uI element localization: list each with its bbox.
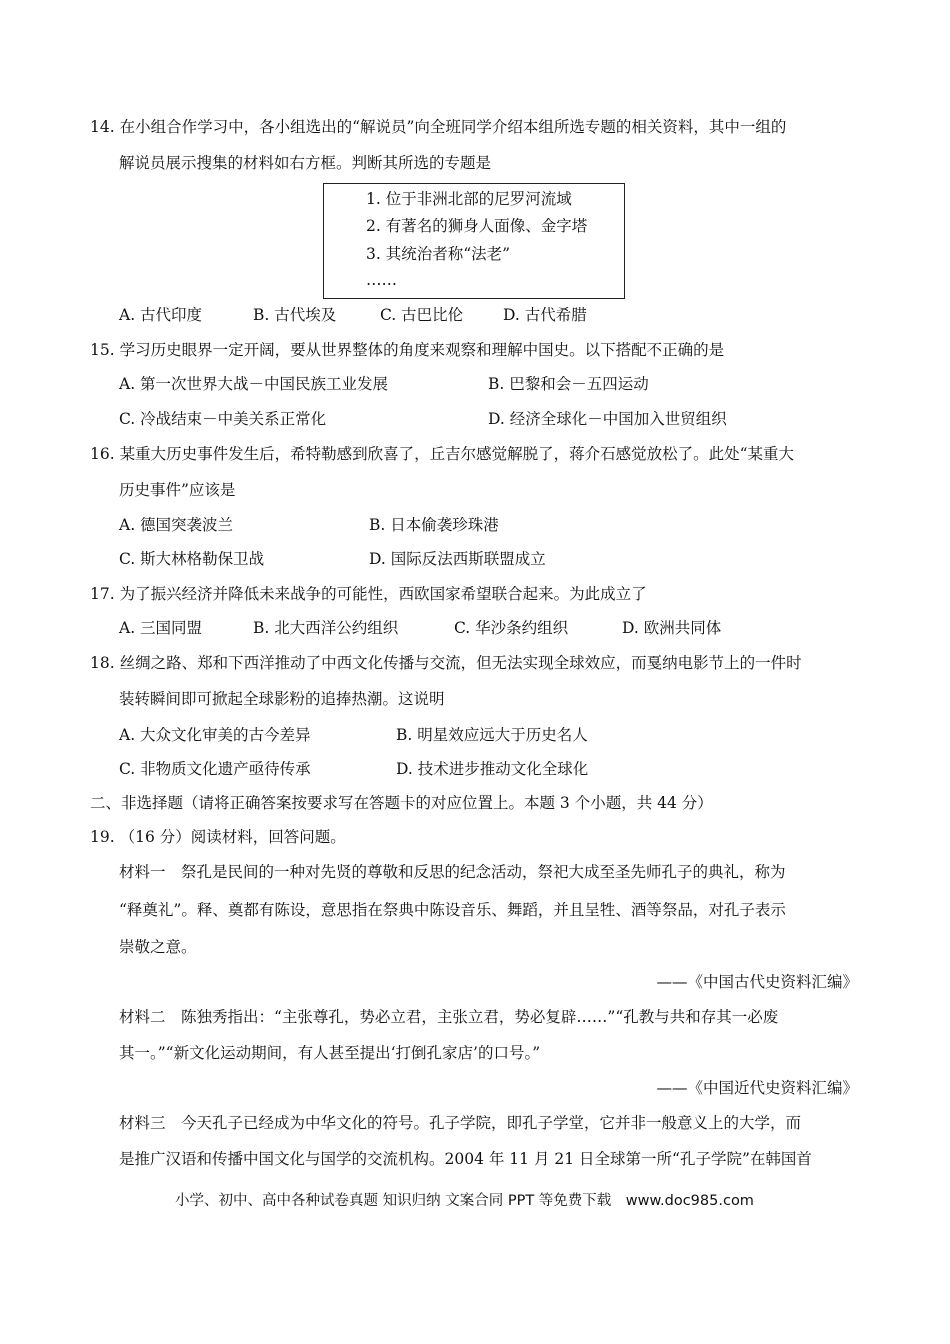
- section-2-heading: 二、非选择题（请将正确答案按要求写在答题卡的对应位置上。本题 3 个小题，共 44 分）: [90, 794, 713, 812]
- q19-material2-line1: 材料二 陈独秀指出：“主张尊孔，势必立君，主张立君，势必复辟……”“孔教与共和存其一必废: [119, 1008, 779, 1026]
- page-footer: 小学、初中、高中各种试卷真题 知识归纳 文案合同 PPT 等免费下载 www.doc985.com: [175, 1193, 754, 1209]
- q19-material1-line2: “释奠礼”。释、奠都有陈设，意思指在祭典中陈设音乐、舞蹈，并且呈牲、酒等祭品，对孔子表示: [119, 901, 786, 919]
- q19-material3-line1: 材料三 今天孔子已经成为中华文化的符号。孔子学院，即孔子学堂，它并非一般意义上的大学，而: [119, 1114, 802, 1132]
- q15-option-c: C. 冷战结束－中美关系正常化: [119, 410, 327, 428]
- q15-option-b: B. 巴黎和会－五四运动: [488, 375, 649, 393]
- q18-stem-line1: 18. 丝绸之路、郑和下西洋推动了中西文化传播与交流，但无法实现全球效应，而戛纳电影节上的一件时: [90, 654, 802, 672]
- q14-box-item-4: ……: [366, 271, 397, 289]
- q14-option-b: B. 古代埃及: [253, 306, 337, 324]
- q17-option-c: C. 华沙条约组织: [454, 619, 569, 637]
- q17-option-b: B. 北大西洋公约组织: [253, 619, 399, 637]
- q17-option-d: D. 欧洲共同体: [622, 619, 722, 637]
- q14-material-box: [323, 183, 625, 299]
- q16-option-b: B. 日本偷袭珍珠港: [369, 516, 499, 534]
- q15-option-a: A. 第一次世界大战－中国民族工业发展: [119, 375, 389, 393]
- q18-option-b: B. 明星效应远大于历史名人: [396, 726, 588, 744]
- q16-stem-line2: 历史事件”应该是: [119, 481, 236, 499]
- q16-option-a: A. 德国突袭波兰: [119, 516, 234, 534]
- q15-stem: 15. 学习历史眼界一定开阔，要从世界整体的角度来观察和理解中国史。以下搭配不正确的是: [90, 341, 725, 359]
- q16-option-c: C. 斯大林格勒保卫战: [119, 550, 265, 568]
- q14-box-item-3: 3. 其统治者称“法老”: [366, 245, 511, 263]
- q19-material1-line3: 崇敬之意。: [119, 938, 197, 956]
- q19-material2-line2: 其一。”“新文化运动期间，有人甚至提出‘打倒孔家店’的口号。”: [119, 1044, 541, 1062]
- q18-option-d: D. 技术进步推动文化全球化: [396, 760, 589, 778]
- q19-material1-source: ——《中国古代史资料汇编》: [656, 973, 858, 991]
- q18-option-c: C. 非物质文化遗产亟待传承: [119, 760, 311, 778]
- q16-option-d: D. 国际反法西斯联盟成立: [369, 550, 546, 568]
- q14-stem-line2: 解说员展示搜集的材料如右方框。判断其所选的专题是: [119, 154, 492, 172]
- q14-option-d: D. 古代希腊: [503, 306, 587, 324]
- q19-material2-source: ——《中国近代史资料汇编》: [656, 1079, 858, 1097]
- q17-stem: 17. 为了振兴经济并降低未来战争的可能性，西欧国家希望联合起来。为此成立了: [90, 585, 647, 603]
- q14-box-item-2: 2. 有著名的狮身人面像、金字塔: [366, 217, 588, 235]
- q16-stem-line1: 16. 某重大历史事件发生后，希特勒感到欣喜了，丘吉尔感觉解脱了，蒋介石感觉放松了。此处“某重大: [90, 445, 795, 463]
- q15-option-d: D. 经济全球化－中国加入世贸组织: [488, 410, 727, 428]
- q19-stem: 19. （16 分）阅读材料，回答问题。: [90, 828, 346, 846]
- q17-option-a: A. 三国同盟: [119, 619, 203, 637]
- q19-material1-line1: 材料一 祭孔是民间的一种对先贤的尊敬和反思的纪念活动，祭祀大成至圣先师孔子的典礼，称为: [119, 863, 786, 881]
- q18-option-a: A. 大众文化审美的古今差异: [119, 726, 311, 744]
- q14-stem-line1: 14. 在小组合作学习中，各小组选出的“解说员”向全班同学介绍本组所选专题的相关资料，其中一组的: [90, 118, 787, 136]
- q19-material3-line2: 是推广汉语和传播中国文化与国学的交流机构。2004 年 11 月 21 日全球第一所“孔子学院”在韩国首: [119, 1150, 812, 1168]
- q14-option-c: C. 古巴比伦: [380, 306, 464, 324]
- q18-stem-line2: 装转瞬间即可掀起全球影粉的追捧热潮。这说明: [119, 690, 445, 708]
- q14-option-a: A. 古代印度: [119, 306, 203, 324]
- q14-box-item-1: 1. 位于非洲北部的尼罗河流域: [366, 190, 572, 208]
